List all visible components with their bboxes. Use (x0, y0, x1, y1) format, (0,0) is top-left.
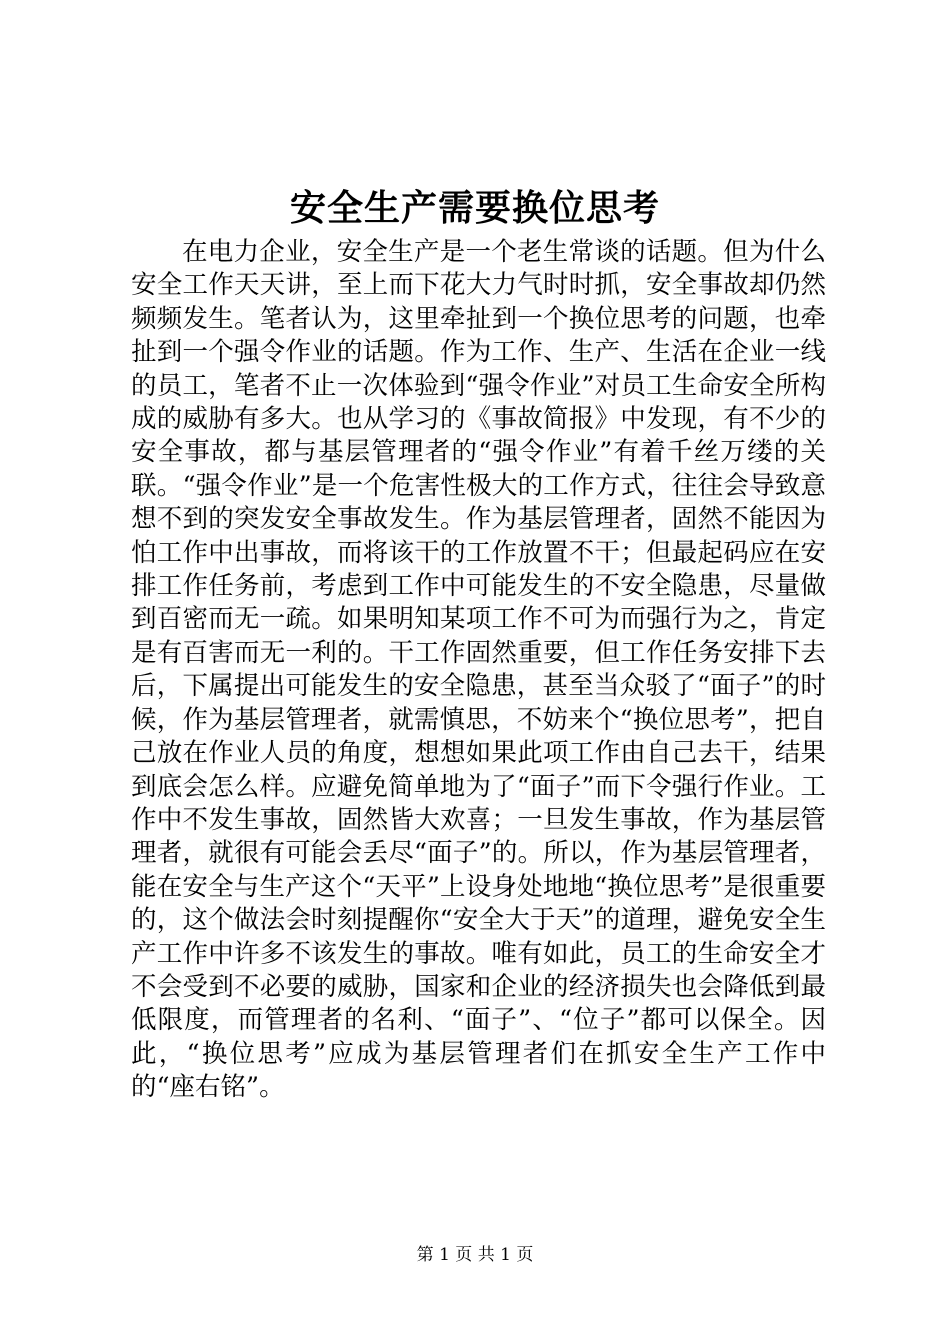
document-title: 安全生产需要换位思考 (289, 187, 660, 229)
page-footer: 第 1 页 共 1 页 (416, 1245, 534, 1265)
document-body-paragraph: 在电力企业，安全生产是一个老生常谈的话题。但为什么安全工作天天讲，至上而下花大力气时时抓，安全事故却仍然频频发生。笔者认为，这里牵扯到一个换位思考的问题，也牵扯到一个强令作业的话题。作为工作、生产、生活在企业一线的员工，笔者不止一次体验到“强令作业”对员工生命安全所构成的威胁有多大。也从学习的《事故简报》中发现，有不少的安全事故，都与基层管理者的“强令作业”有着千丝万缕的关联。“强令作业”是一个危害性极大的工作方式，往往会导致意想不到的突发安全事故发生。作为基层管理者，固然不能因为怕工作中出事故，而将该干的工作放置不干；但最起码应在安排工作任务前，考虑到工作中可能发生的不安全隐患，尽量做到百密而无一疏。如果明知某项工作不可为而强行为之，肯定是有百害而无一利的。干工作固然重要，但工作任务安排下去后，下属提出可能发生的安全隐患，甚至当众驳了“面子”的时候，作为基层管理者，就需慎思，不妨来个“换位思考”，把自己放在作业人员的角度，想想如果此项工作由自己去干，结果到底会怎么样。应避免简单地为了“面子”而下令强行作业。工作中不发生事故，固然皆大欢喜；一旦发生事故，作为基层管理者，就很有可能会丢尽“面子”的。所以，作为基层管理者，能在安全与生产这个“天平”上设身处地地“换位思考”是很重要的，这个做法会时刻提醒你“安全大于天”的道理，避免安全生产工作中许多不该发生的事故。唯有如此，员工的生命安全才不会受到不必要的威胁，国家和企业的经济损失也会降低到最低限度，而管理者的名利、“面子”、“位子”都可以保全。因此，“换位思考”应成为基层管理者们在抓安全生产工作中的“座右铭”。 (131, 237, 826, 1103)
